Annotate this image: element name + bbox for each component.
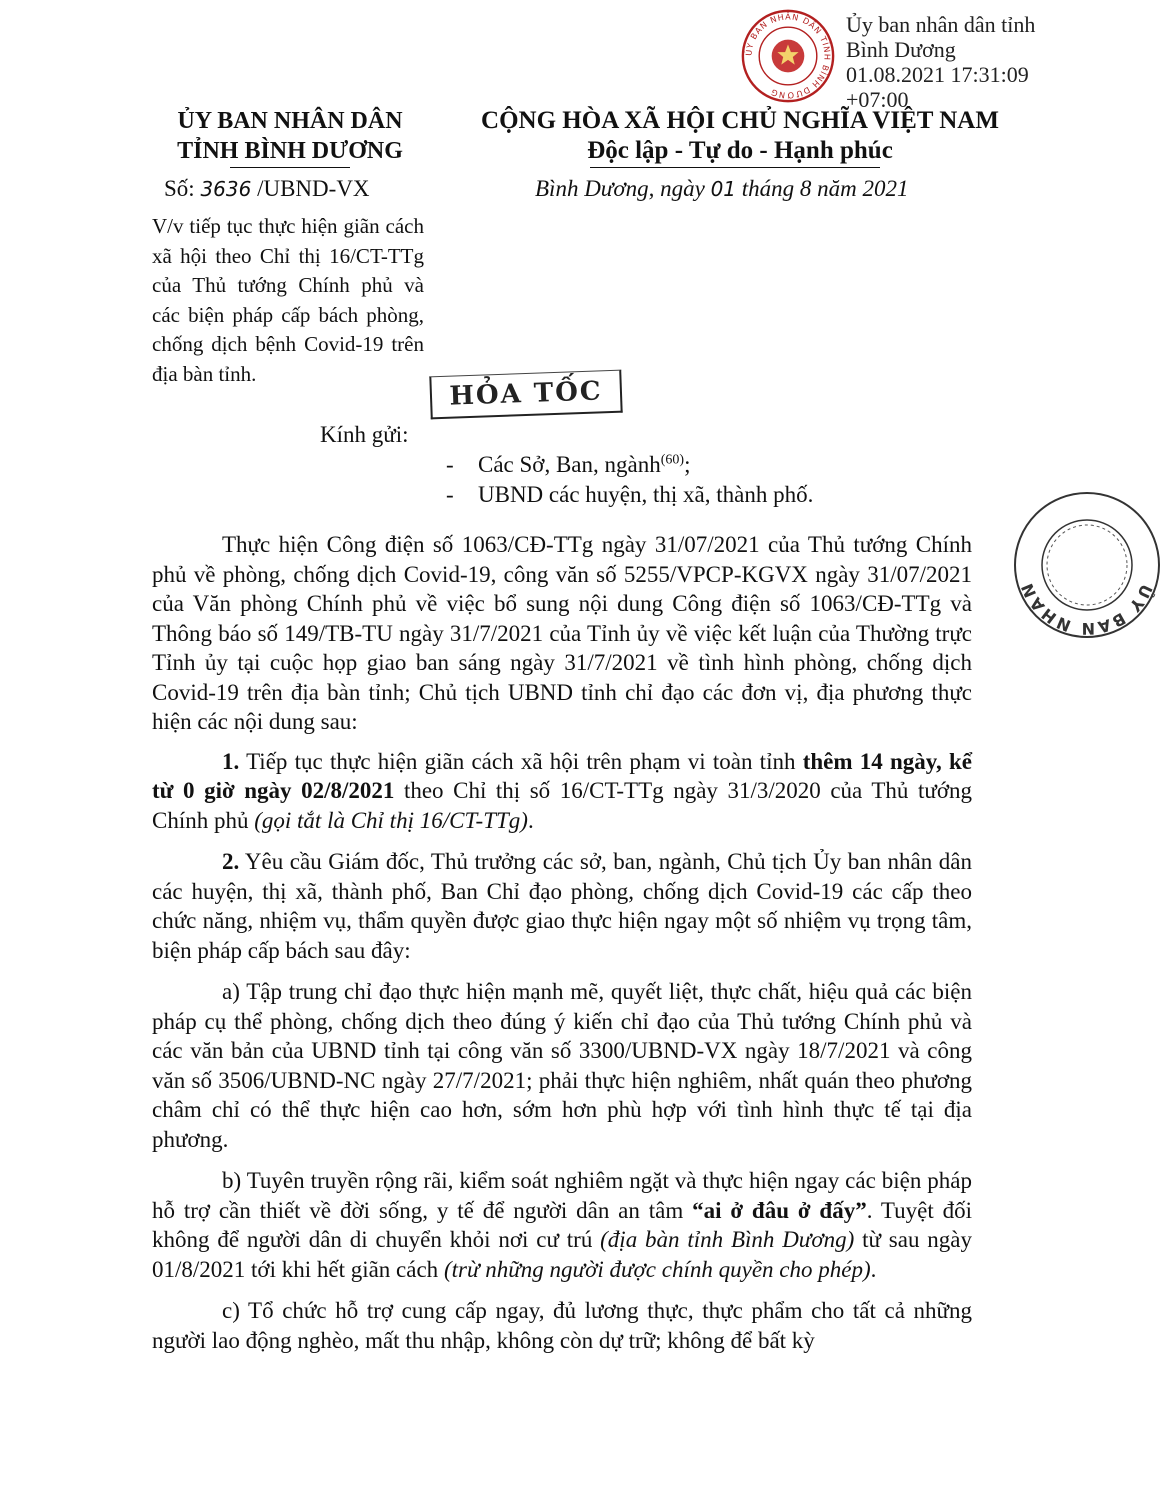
document-subject: V/v tiếp tục thực hiện giãn cách xã hội theo Chỉ thị 16/CT-TTg của Thủ tướng Chính phủ và các biện pháp cấp bách phòng, chống dịch bệnh Covid-19 trên địa bàn tỉnh.: [152, 214, 424, 386]
recipient-dash: -: [446, 482, 454, 507]
signature-timezone: +07:00: [846, 87, 909, 112]
text-run: Tiếp tục thực hiện giãn cách xã hội trên phạm vi toàn tỉnh: [239, 748, 803, 774]
date-month-label: tháng: [741, 176, 795, 201]
nation-name: CỘNG HÒA XÃ HỘI CHỦ NGHĨA VIỆT NAM: [481, 107, 999, 134]
text-run: .: [527, 807, 534, 833]
org-name-line1: ỦY BAN NHÂN DÂN: [177, 108, 403, 134]
edge-seal-icon: [1012, 490, 1162, 640]
date-line: [535, 176, 909, 202]
motto-underline: [590, 167, 880, 168]
signature-seal-icon: [740, 8, 836, 104]
org-underline: [230, 167, 350, 168]
number-suffix: /UBND-VX: [257, 176, 370, 201]
italic-run: (trừ những người được chính quyền cho phép): [443, 1256, 871, 1282]
item-2b-paragraph: [152, 1166, 972, 1284]
number-prefix: Số:: [164, 176, 195, 201]
recipient-end: ;: [684, 452, 691, 477]
issuing-organization: [140, 106, 440, 166]
item-2-paragraph: [152, 847, 972, 965]
italic-run: (gọi tắt là Chỉ thị 16/CT-TTg): [254, 807, 528, 833]
recipient-text: Các Sở, Ban, ngành: [478, 452, 661, 477]
text-run: .: [870, 1256, 877, 1282]
text-run: . Tuyệt đối không để người dân di chuyển khỏi nơi cư trú: [152, 1197, 972, 1252]
recipient-count: (60): [660, 452, 685, 468]
intro-paragraph: Thực hiện Công điện số 1063/CĐ-TTg ngày 31/07/2021 của Thủ tướng Chính phủ về phòng, chống dịch Covid-19, công văn số 5255/VPCP-KGVX ngày 31/07/2021 của Văn phòng Chính phủ về việc bổ sung nội dung Công điện số 1063/CĐ-TTg và Thông báo số 149/TB-TU ngày 31/7/2021 của Tỉnh ủy về việc kết luận của Thường trực Tỉnh ủy tại cuộc họp giao ban sáng ngày 31/7/2021 về tình hình phòng, chống dịch Covid-19 trên địa bàn tỉnh; Chủ tịch UBND tỉnh chỉ đạo các đơn vị, địa phương thực hiện các nội dung sau:: [152, 532, 972, 734]
item-1-paragraph: [152, 747, 972, 836]
recipient-item: [446, 452, 690, 478]
emphasis-run: thêm 14 ngày, kể từ 0 giờ ngày 02/8/2021: [152, 748, 973, 803]
text-run: từ sau ngày 01/8/2021 tới khi hết giãn cách: [152, 1227, 972, 1282]
org-name-line2: TỈNH BÌNH DƯƠNG: [177, 138, 403, 164]
text-run: b) Tuyên truyền rộng rãi, kiểm soát nghiêm ngặt và thực hiện ngay các biện pháp hỗ trợ cần thiết về đời sống, y tế để người dân an tâm: [152, 1168, 972, 1223]
number-value: 3636: [200, 177, 252, 201]
edge-seal-text: ỦY BAN NHÂN: [1016, 578, 1157, 639]
date-month: 8: [799, 176, 812, 201]
greeting: Kính gửi:: [320, 422, 409, 447]
item-2a-paragraph: a) Tập trung chỉ đạo thực hiện mạnh mẽ, quyết liệt, thực chất, hiệu quả các biện pháp cụ thể phòng, chống dịch theo đúng ý kiến chỉ đạo của Thủ tướng Chính phủ và các văn bản của UBND tỉnh tại công văn số 3300/UBND-VX ngày 18/7/2021 và công văn số 3506/UBND-NC ngày 27/7/2021; phải thực hiện nghiêm, nhất quán theo phương châm chỉ có thể thực hiện cao hơn, sớm hơn phù hợp với tình hình thực tế tại địa phương.: [152, 979, 972, 1152]
signature-seal-text: ỦY BAN NHÂN DÂN TỈNH BÌNH DƯƠNG: [743, 11, 833, 101]
emphasis-run: “ai ở đâu ở đấy”: [692, 1197, 867, 1223]
item-number: 1.: [222, 748, 240, 774]
text-run: theo Chỉ thị số 16/CT-TTg ngày 31/3/2020 của Thủ tướng Chính phủ: [152, 778, 972, 833]
signature-line: Bình Dương: [846, 37, 956, 62]
digital-signature-info: [846, 12, 1086, 112]
text-run: Yêu cầu Giám đốc, Thủ trưởng các sở, ban, ngành, Chủ tịch Ủy ban nhân dân các huyện, thị xã, thành phố, Ban Chỉ đạo phòng, chống dịch Covid-19 các cấp theo chức năng, nhiệm vụ, thẩm quyền được giao thực hiện ngay một số nhiệm vụ trọng tâm, biện pháp cấp bách sau đây:: [152, 849, 972, 963]
recipient-text: UBND các huyện, thị xã, thành phố.: [478, 482, 814, 507]
signature-line: Ủy ban nhân dân tỉnh: [846, 12, 1036, 37]
motto: Độc lập - Tự do - Hạnh phúc: [587, 137, 893, 164]
item-number: 2.: [222, 849, 240, 874]
urgent-stamp: HỎA TỐC: [429, 370, 622, 420]
date-day: 01: [710, 177, 737, 201]
national-heading: [440, 106, 1040, 166]
recipient-item: [446, 482, 813, 508]
svg-text:ỦY BAN NHÂN: [1017, 579, 1158, 638]
signature-timestamp: 01.08.2021 17:31:09: [846, 62, 1029, 87]
document-body: [152, 530, 972, 1367]
date-prefix: Bình Dương, ngày: [535, 176, 705, 201]
recipient-dash: -: [446, 452, 454, 477]
italic-run: (địa bàn tỉnh Bình Dương): [600, 1227, 855, 1252]
item-2c-paragraph: c) Tổ chức hỗ trợ cung cấp ngay, đủ lương thực, thực phẩm cho tất cả những người lao động nghèo, mất thu nhập, không còn dự trữ; không để bất kỳ: [152, 1298, 972, 1353]
document-number: [164, 176, 370, 202]
date-year: năm 2021: [817, 176, 909, 201]
